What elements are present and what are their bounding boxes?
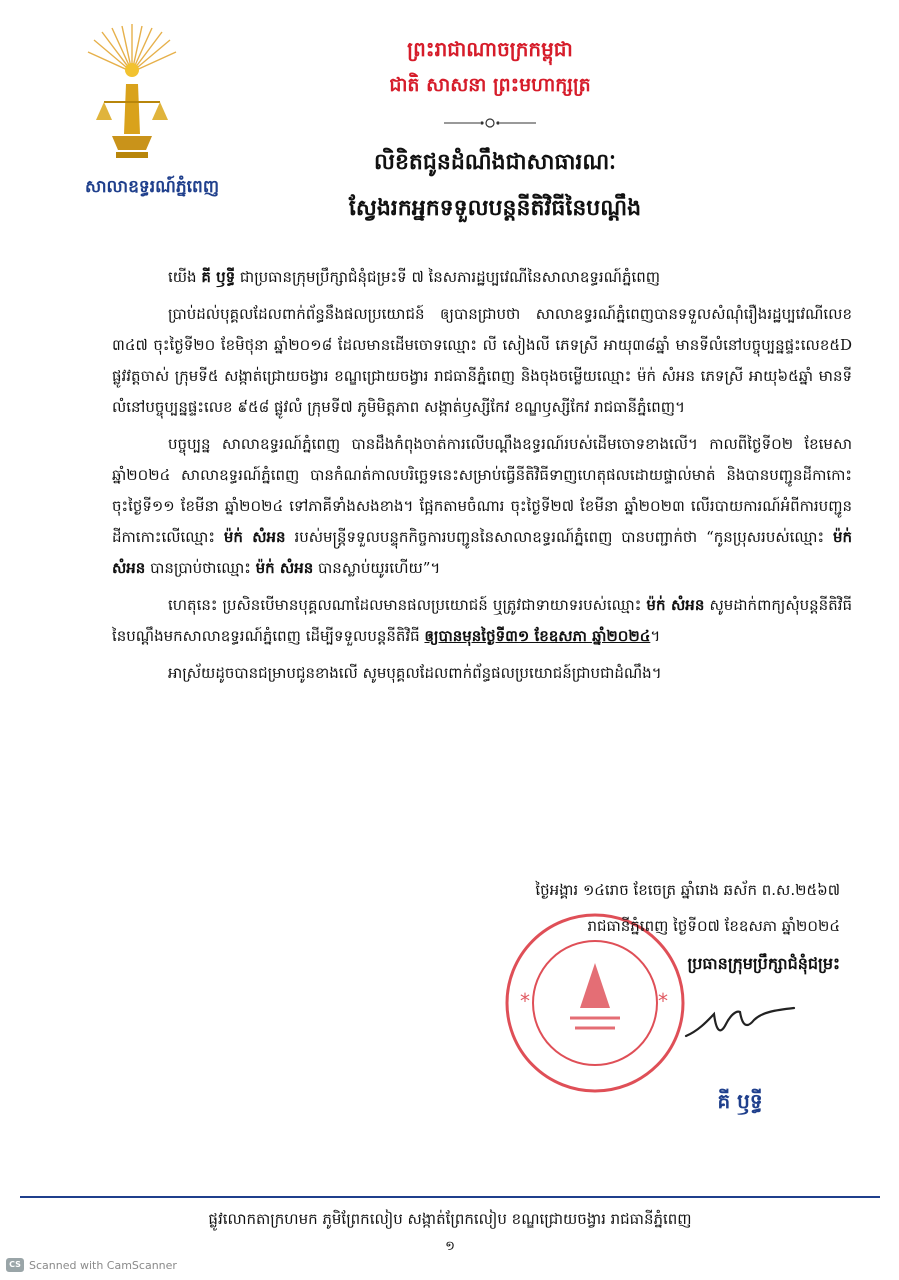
national-motto: ជាតិ សាសនា ព្រះមហាក្សត្រ — [389, 74, 591, 96]
court-emblem-icon — [82, 24, 182, 174]
party-name: ម៉ក់ សំអន — [646, 596, 705, 614]
paragraph-intro: យើង គី ឫទ្ធី ជាប្រធានក្រុមប្រឹក្សាជំនុំជម្រះទី ៧ នៃសភារដ្ឋប្បវេណីនៃសាលាឧទ្ធរណ៍ភ្នំពេញ — [168, 268, 661, 286]
paragraph-status: បច្ចុប្បន្ន សាលាឧទ្ធរណ៍ភ្នំពេញ បានដឹងកំពុងចាត់ការលើបណ្ដឹងឧទ្ធរណ៍របស់ដើមចោទខាងលើ។ កាលពីថ្ងៃទី០២ ខែមេសា ឆ្នាំ២០២៤ សាលាឧទ្ធរណ៍ភ្នំពេញ បានកំណត់កាលបរិច្ឆេទនេះសម្រាប់ធ្វើនីតិវិធីទាញហេតុផលដោយផ្ទាល់មាត់ និងបានបញ្ជូនដីកាកោះ ចុះថ្ងៃទី១១ ខែមីនា ឆ្នាំ២០២៤ ទៅភាគីទាំងសងខាង។ ផ្អែកតាមចំណារ ចុះថ្ងៃទី២៧ ខែមីនា ឆ្នាំ២០២៣ លើរបាយការណ៍អំពីការបញ្ជូនដីកាកោះលើឈ្មោះ ម៉ក់ សំអន របស់មន្ត្រីទទួលបន្ទុកកិច្ចការបញ្ជូននៃសាលាឧទ្ធរណ៍ភ្នំពេញ បានបញ្ជាក់ថា “កូនប្រុសរបស់ឈ្មោះ ម៉ក់ សំអន បានប្រាប់ថាឈ្មោះ ម៉ក់ សំអន បានស្លាប់យូរហើយ”។ — [112, 435, 852, 577]
party-name: ម៉ក់ សំអន — [223, 528, 286, 546]
watermark-text: Scanned with CamScanner — [29, 1258, 177, 1272]
document-title: លិខិតជូនដំណឹងជាសាធារណៈ — [374, 150, 616, 175]
page-number: ១ — [445, 1239, 455, 1254]
paragraph-case: ប្រាប់ដល់បុគ្គលដែលពាក់ព័ន្ធនឹងផលប្រយោជន៍ ឲ្យបានជ្រាបថា សាលាឧទ្ធរណ៍ភ្នំពេញបានទទួលសំណុំរឿងរដ្ឋប្បវេណីលេខ ៣៤៧ ចុះថ្ងៃទី២០ ខែមិថុនា ឆ្នាំ២០១៨ ដែលមានដើមចោទឈ្មោះ លី សៀងលី ភេទស្រី អាយុ៣៨ឆ្នាំ មានទីលំនៅបច្ចុប្បន្នផ្ទះលេខ៥D ផ្លូវវត្តចាស់ ក្រុមទី៥ សង្កាត់ជ្រោយចង្វារ ខណ្ឌជ្រោយចង្វារ រាជធានីភ្នំពេញ និងចុងចម្លើយឈ្មោះ ម៉ក់ សំអន ភេទស្រី អាយុ៦៥ឆ្នាំ មានទីលំនៅបច្ចុប្បន្នផ្ទះលេខ ៩៥៨ ផ្លូវលំ ក្រុមទី៧ ភូមិមិត្តភាព សង្កាត់ឫស្សីកែវ ខណ្ឌឫស្សីកែវ រាជធានីភ្នំពេញ។ — [112, 305, 852, 416]
scanner-watermark — [6, 1256, 177, 1274]
camscanner-logo-icon: CS — [6, 1258, 24, 1272]
letter-body — [112, 262, 852, 695]
court-name: សាលាឧទ្ធរណ៍ភ្នំពេញ — [84, 177, 220, 197]
signer-name: គី ឫទ្ធី — [717, 1089, 763, 1113]
signer-title: ប្រធានក្រុមប្រឹក្សាជំនុំជម្រះ — [687, 954, 840, 973]
paragraph-closing: អាស្រ័យដូចបានជម្រាបជូនខាងលើ សូមបុគ្គលដែលពាក់ព័ន្ធផលប្រយោជន៍ជ្រាបជាដំណឹង។ — [168, 664, 662, 682]
svg-text:*: * — [658, 989, 668, 1013]
party-name: ម៉ក់ សំអន — [112, 528, 852, 577]
footer-divider — [20, 1196, 880, 1198]
document-subtitle: ស្វែងរកអ្នកទទួលបន្តនីតិវិធីនៃបណ្ដឹង — [348, 196, 642, 221]
paragraph-request: ហេតុនេះ ប្រសិនបើមានបុគ្គលណាដែលមានផលប្រយោជន៍ ឬត្រូវជាទាយាទរបស់ឈ្មោះ ម៉ក់ សំអន សូមដាក់ពាក្យសុំបន្តនីតិវិធីនៃបណ្ដឹងមកសាលាឧទ្ធរណ៍ភ្នំពេញ ដើម្បីទទួលបន្តនីតិវិធី ឲ្យបានមុនថ្ងៃទី៣១ ខែឧសភា ឆ្នាំ២០២៤។ — [112, 596, 852, 645]
deadline: ឲ្យបានមុនថ្ងៃទី៣១ ខែឧសភា ឆ្នាំ២០២៤ — [424, 627, 651, 645]
party-name: ម៉ក់ សំអន — [255, 559, 314, 577]
svg-text:*: * — [520, 989, 530, 1013]
signature-icon — [680, 990, 800, 1060]
ornament-divider-icon — [440, 116, 540, 130]
date-solar: រាជធានីភ្នំពេញ ថ្ងៃទី០៧ ខែឧសភា ឆ្នាំ២០២៤ — [587, 917, 840, 935]
footer-address: ផ្លូវលោកតាក្រហមក ភូមិព្រែកលៀប សង្កាត់ព្រែកលៀប ខណ្ឌជ្រោយចង្វារ រាជធានីភ្នំពេញ — [208, 1210, 692, 1228]
date-lunar: ថ្ងៃអង្គារ ១៤រោច ខែចេត្រ ឆ្នាំរោង ឆស័ក ព.ស.២៥៦៧ — [535, 881, 840, 899]
kingdom-heading: ព្រះរាជាណាចក្រកម្ពុជា — [407, 37, 573, 61]
judge-name: គី ឫទ្ធី — [201, 268, 236, 286]
